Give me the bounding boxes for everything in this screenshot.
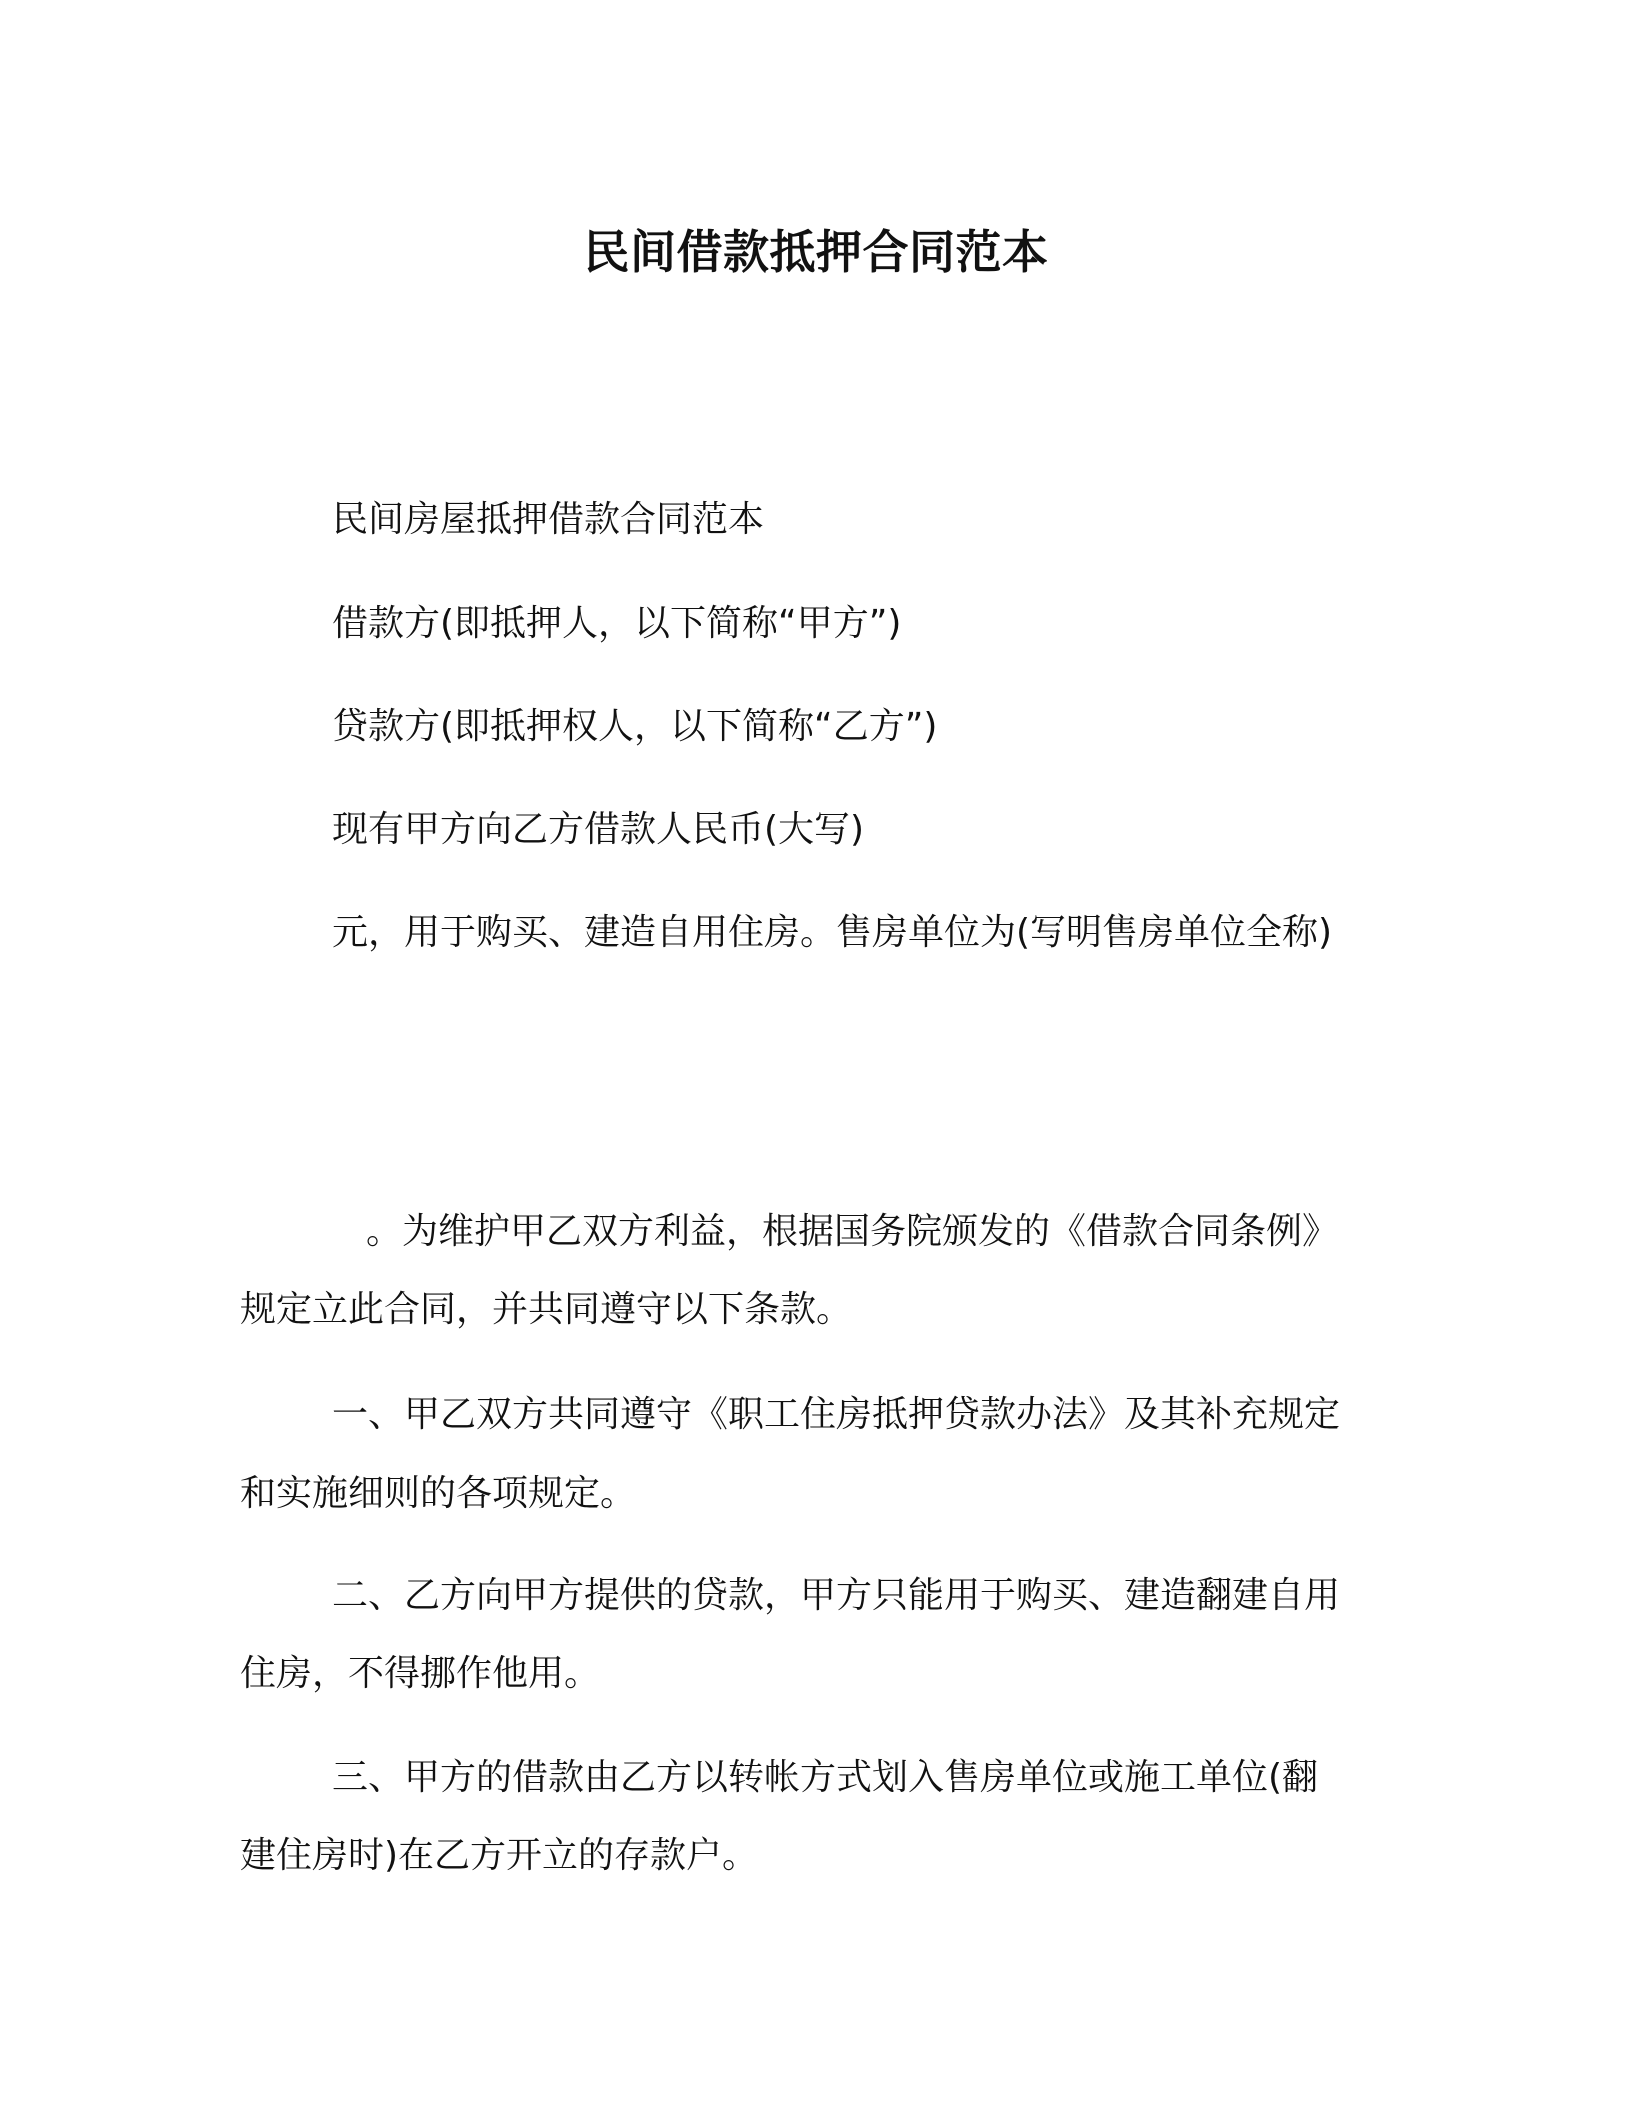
lender-line: 贷款方(即抵押权人，以下简称“乙方”) xyxy=(332,706,938,747)
paragraph-intro-line-1: 。为维护甲乙双方利益，根据国务院颁发的《借款合同条例》 xyxy=(366,1211,1339,1252)
clause-1-line-1: 一、甲乙双方共同遵守《职工住房抵押贷款办法》及其补充规定 xyxy=(332,1394,1341,1435)
borrower-line: 借款方(即抵押人，以下简称“甲方”) xyxy=(332,603,902,644)
clause-2-line-1: 二、乙方向甲方提供的贷款，甲方只能用于购买、建造翻建自用 xyxy=(332,1575,1341,1616)
clause-2-line-2: 住房，不得挪作他用。 xyxy=(240,1653,601,1694)
loan-amount-line: 现有甲方向乙方借款人民币(大写) xyxy=(332,809,865,850)
document-title: 民间借款抵押合同范本 xyxy=(583,225,1049,279)
subtitle-line: 民间房屋抵押借款合同范本 xyxy=(332,499,765,540)
paragraph-intro-line-2: 规定立此合同，并共同遵守以下条款。 xyxy=(240,1289,853,1330)
clause-3-line-2: 建住房时)在乙方开立的存款户。 xyxy=(240,1835,759,1876)
loan-purpose-line: 元，用于购买、建造自用住房。售房单位为(写明售房单位全称) xyxy=(332,912,1333,953)
clause-3-line-1: 三、甲方的借款由乙方以转帐方式划入售房单位或施工单位(翻 xyxy=(332,1757,1319,1798)
clause-1-line-2: 和实施细则的各项规定。 xyxy=(240,1473,637,1514)
